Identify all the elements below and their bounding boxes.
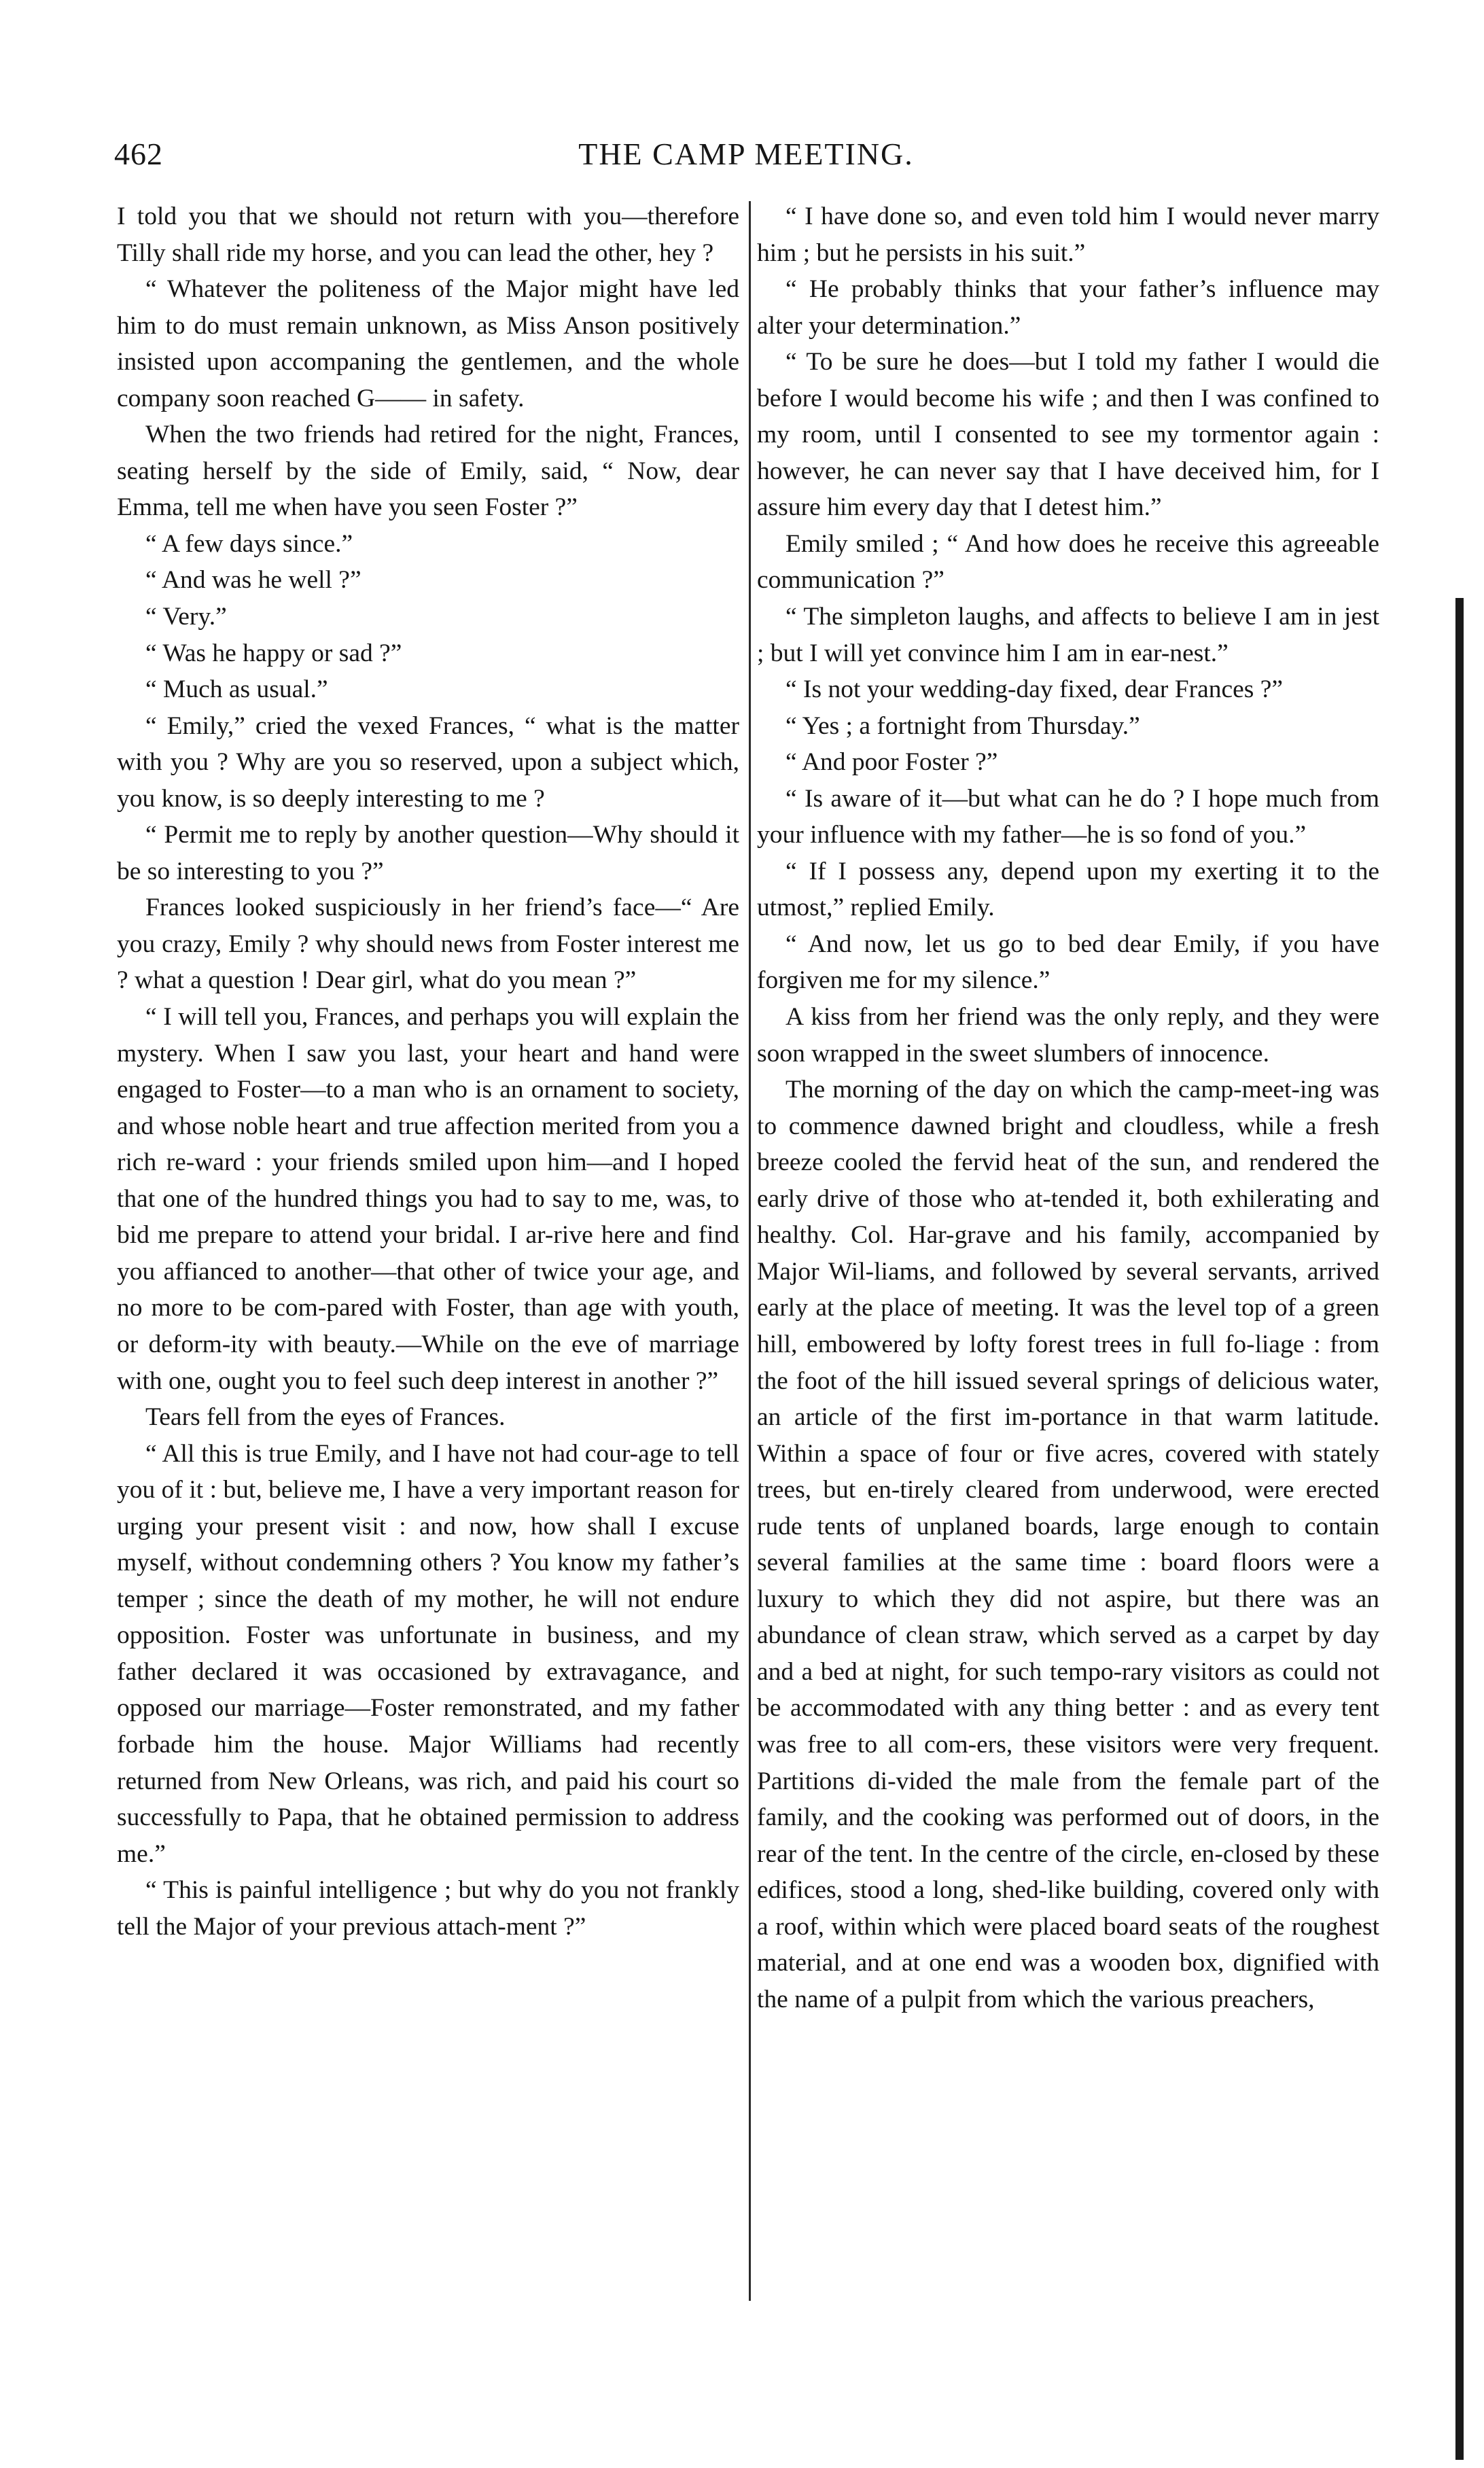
column-divider <box>749 201 751 2301</box>
paragraph: “ A few days since.” <box>145 529 353 558</box>
paragraph: “ Emily,” cried the vexed Frances, “ what is the matter with you ? Why are you so reserved, upon a subject which, you know, is so deeply interesting to me ? <box>117 711 739 813</box>
paragraph: “ He probably thinks that your father’s influence may alter your determination.” <box>757 275 1379 340</box>
paragraph: The morning of the day on which the camp-meet-ing was to commence dawned bright and cloudless, while a fresh breeze cooled the fervid heat of the sun, and rendered the early drive of those who at-tended it, both exhilerating and healthy. Col. Har-grave and his family, accompanied by Major Wil-liams, and followed by several servants, arrived early at the place of meeting. It was the level top of a green hill, embowered by lofty forest trees in full fo-liage : from the foot of the hill issued several springs of delicious water, an article of the first im-portance in that warm latitude. Within a space of four or five acres, covered with stately trees, but en-tirely cleared from underwood, were erected rude tents of unplaned boards, large enough to contain several families at the same time : board floors were a luxury to which they did not aspire, but there was an abundance of clean straw, which served as a carpet by day and a bed at night, for such tempo-rary visitors as could not be accommodated with any thing better : and as every tent was free to all com-ers, these visitors were very frequent. Partitions di-vided the male from the female part of the family, and the cooking was performed out of doors, in the rear of the tent. In the centre of the circle, en-closed by these edifices, stood a long, shed-like building, covered only with a roof, within which were placed board seats of the roughest material, and at one end was a wooden box, dignified with the name of a pulpit from which the various preachers, <box>757 1076 1379 2013</box>
paragraph: “ Whatever the politeness of the Major might have led him to do must remain unknown, as Miss Anson positively insisted upon accompaning the gentlemen, and the whole company soon reached G—— in safety. <box>117 275 739 412</box>
paragraph: “ Is aware of it—but what can he do ? I hope much from your influence with my father—he is so fond of you.” <box>757 784 1379 849</box>
paragraph: “ And now, let us go to bed dear Emily, if you have forgiven me for my silence.” <box>757 930 1379 995</box>
paragraph: “ Permit me to reply by another question—Why should it be so interesting to you ?” <box>117 821 739 885</box>
paragraph: When the two friends had retired for the night, Frances, seating herself by the side of Emily, said, “ Now, dear Emma, tell me when have you seen Foster ?” <box>117 421 739 522</box>
paragraph: “ I have done so, and even told him I would never marry him ; but he persists in his suit.” <box>757 202 1379 267</box>
paragraph: “ Very.” <box>145 603 227 631</box>
paragraph: “ The simpleton laughs, and affects to believe I am in jest ; but I will yet convince him I am in ear-nest.” <box>757 603 1379 667</box>
paragraph: I told you that we should not return with you—therefore Tilly shall ride my horse, and you can lead the other, hey ? <box>117 202 739 267</box>
paragraph: “ All this is true Emily, and I have not had cour-age to tell you of it : but, believe me, I have a very important reason for urging your present visit : and now, how shall I excuse myself, without condemning others ? You know my father’s temper ; since the death of my mother, he will not endure opposition. Foster was unfortunate in business, and my father declared it was occasioned by extravagance, and opposed our marriage—Foster remonstrated, and my father forbade him the house. Major Williams had recently returned from New Orleans, was rich, and paid his court so successfully to Papa, that he obtained permission to address me.” <box>117 1439 739 1868</box>
paragraph: “ This is painful intelligence ; but why do you not frankly tell the Major of your previous attach-ment ?” <box>117 1876 739 1941</box>
page-edge-shadow <box>1455 598 1464 2460</box>
paragraph: “ I will tell you, Frances, and perhaps you will explain the mystery. When I saw you last, your heart and hand were engaged to Foster—to a man who is an ornament to society, and whose noble heart and true affection merited from you a rich re-ward : your friends smiled upon him—and I hoped that one of the hundred things you had to say to me, was, to bid me prepare to attend your bridal. I ar-rive here and find you affianced to another—that other of twice your age, and no more to be com-pared with Foster, than age with youth, or deform-ity with beauty.—While on the eve of marriage with one, ought you to feel such deep interest in another ?” <box>117 1003 739 1395</box>
paragraph: “ And poor Foster ?” <box>785 748 998 777</box>
page-number: 462 <box>114 137 163 171</box>
paragraph: Frances looked suspiciously in her friend’s face—“ Are you crazy, Emily ? why should news from Foster interest me ? what a question ! Dear girl, what do you mean ?” <box>117 894 739 995</box>
running-title: THE CAMP MEETING. <box>578 137 914 171</box>
left-column <box>117 198 739 1945</box>
paragraph: “ Was he happy or sad ?” <box>145 639 402 667</box>
paragraph: “ To be sure he does—but I told my father I would die before I would become his wife ; and then I was confined to my room, until I consented to see my tormentor again : however, he can never say that I have deceived him, for I assure him every day that I detest him.” <box>757 348 1379 522</box>
right-column <box>757 198 1379 2017</box>
paragraph: “ Yes ; a fortnight from Thursday.” <box>785 711 1140 740</box>
page-header <box>114 136 1378 183</box>
paragraph: “ Much as usual.” <box>145 675 328 704</box>
paragraph: “ If I possess any, depend upon my exerting it to the utmost,” replied Emily. <box>757 857 1379 922</box>
paragraph: A kiss from her friend was the only reply, and they were soon wrapped in the sweet slumbers of innocence. <box>757 1003 1379 1068</box>
paragraph: Emily smiled ; “ And how does he receive this agreeable communication ?” <box>757 529 1379 595</box>
paragraph: “ And was he well ?” <box>145 566 361 595</box>
paragraph: Tears fell from the eyes of Frances. <box>145 1403 506 1432</box>
paragraph: “ Is not your wedding-day fixed, dear Frances ?” <box>785 675 1284 704</box>
